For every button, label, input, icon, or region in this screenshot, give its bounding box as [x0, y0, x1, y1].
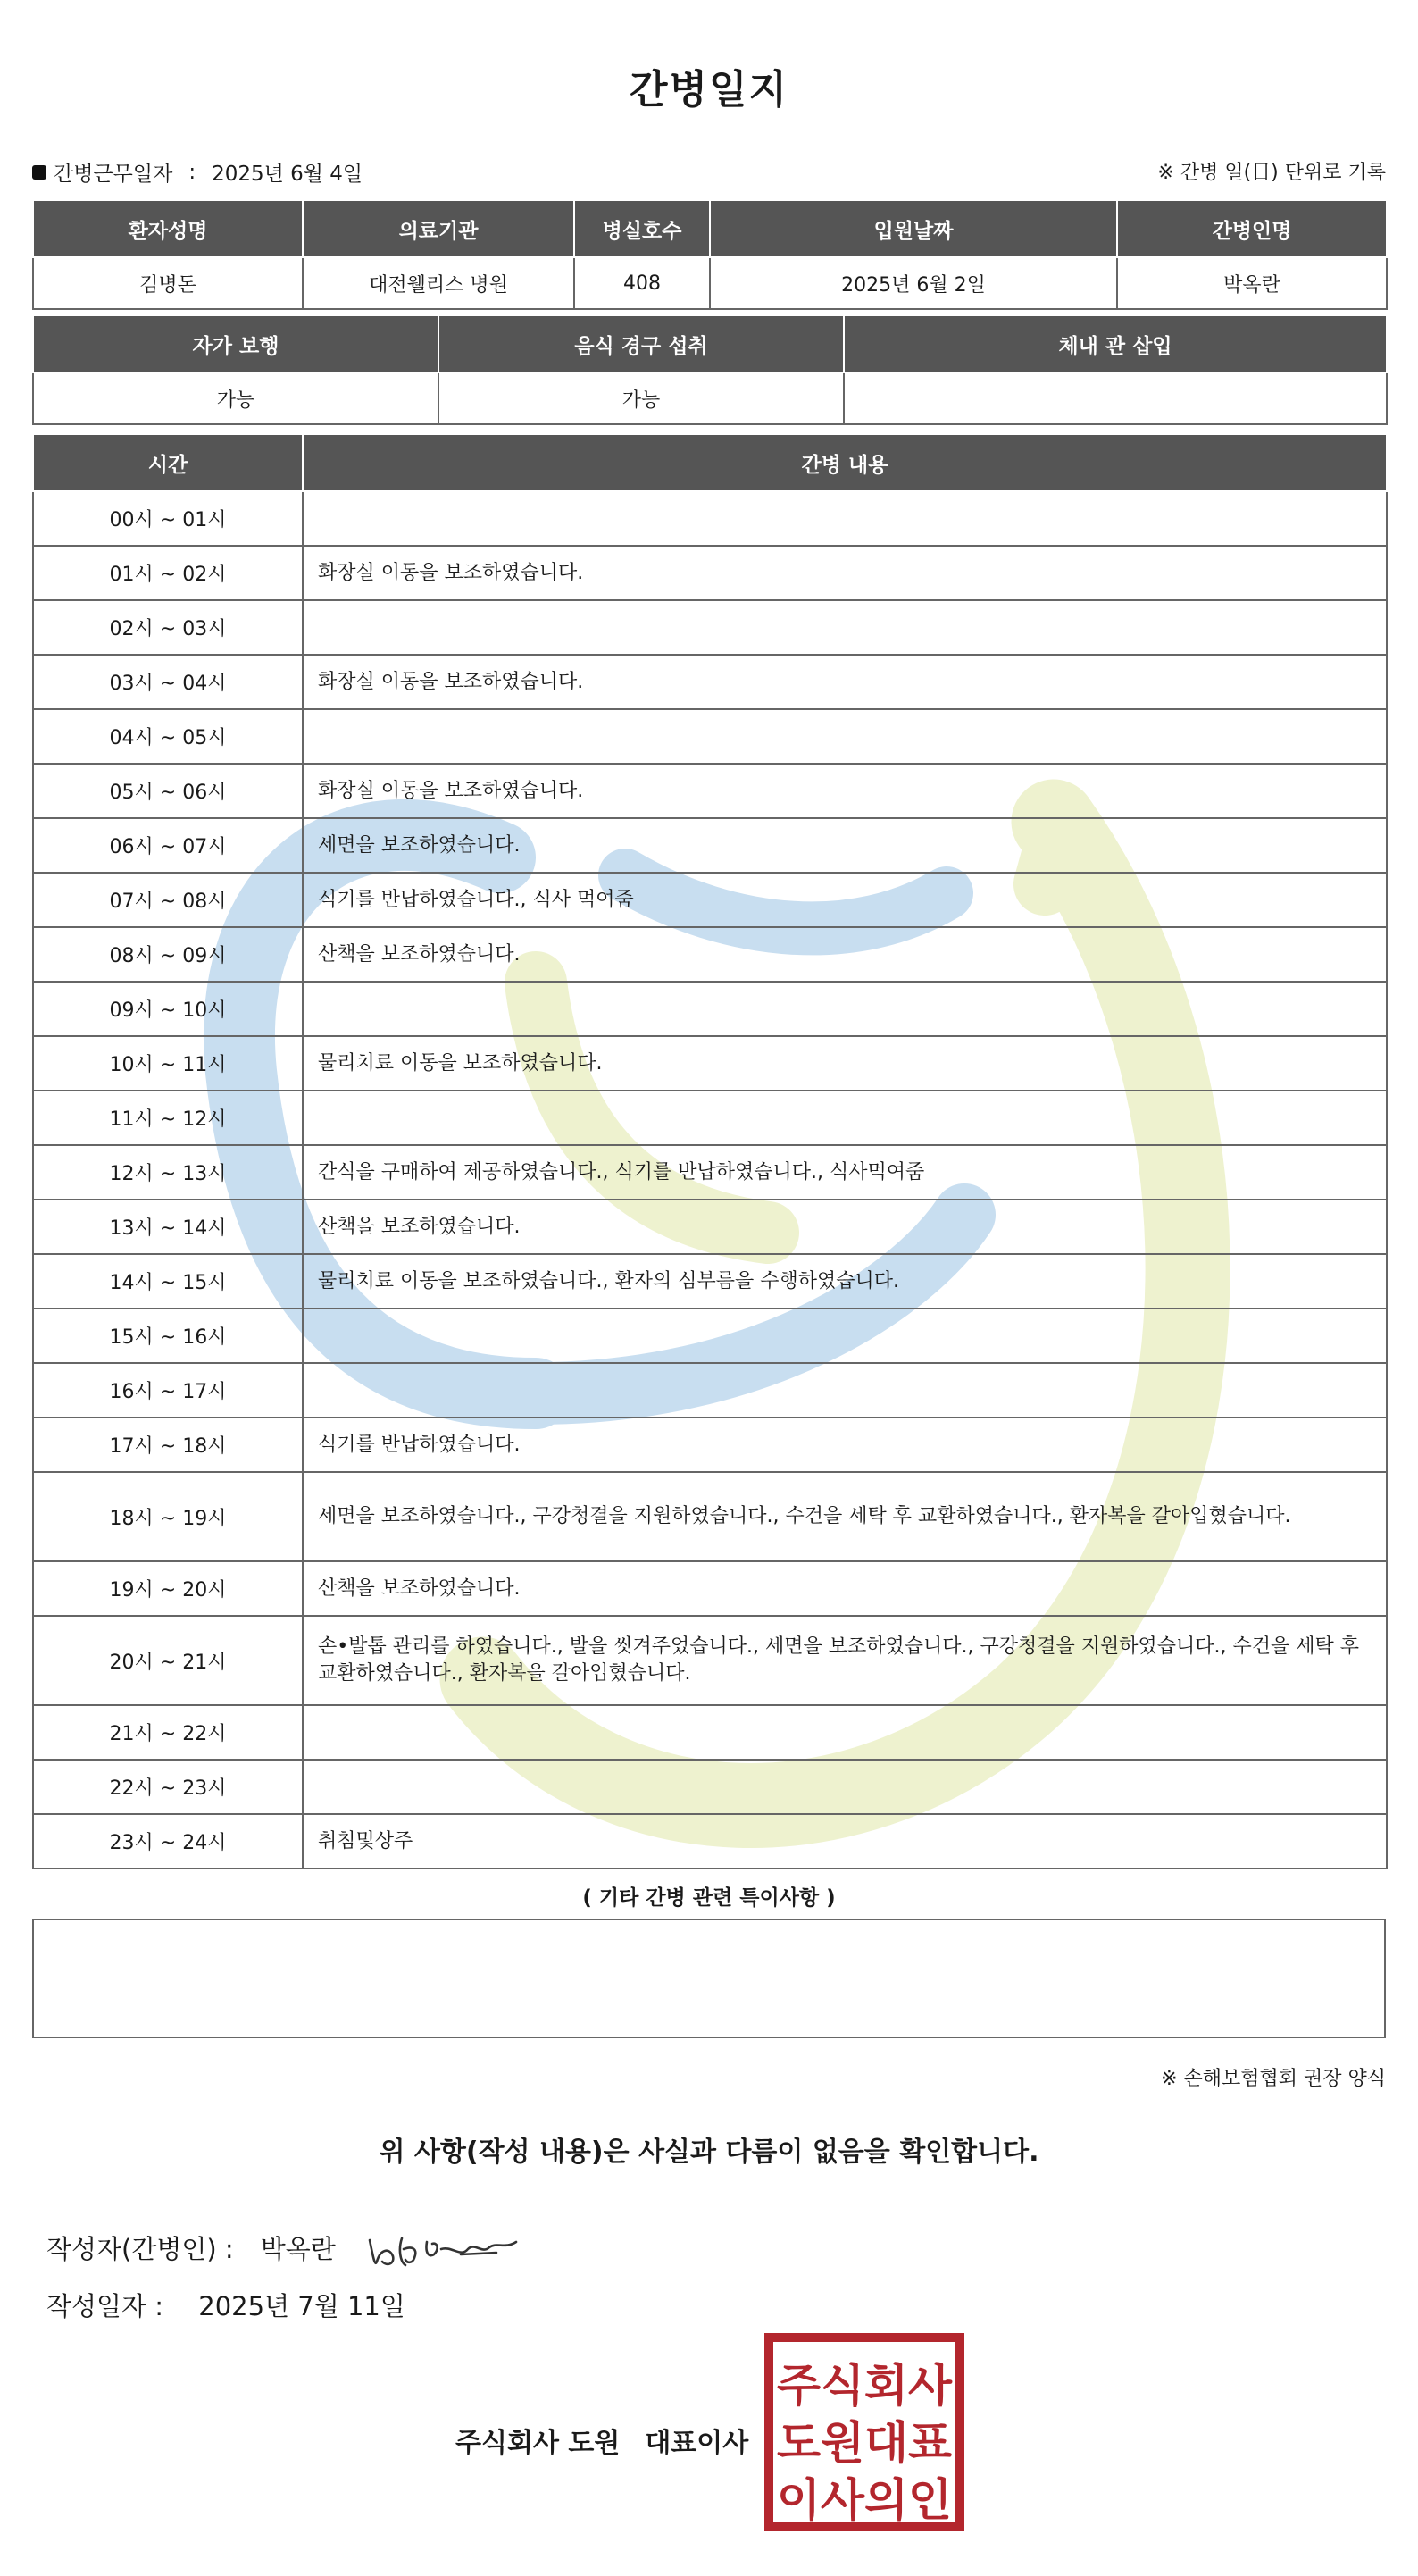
care-log-row [33, 1200, 1387, 1254]
notes-content [34, 1920, 1384, 1942]
care-log-row [33, 655, 1387, 709]
header-admission-date: 입원날짜 [710, 200, 1117, 257]
signature-image [363, 2222, 523, 2272]
patient-status-header-row [33, 315, 1387, 372]
tube-insertion-cell [844, 372, 1387, 424]
care-log-time-cell: 05시 ~ 06시 [33, 764, 303, 818]
care-log-row [33, 600, 1387, 655]
header-self-walking: 자가 보행 [33, 315, 438, 372]
self-walking-cell: 가능 [33, 372, 438, 424]
care-log-content-cell: 화장실 이동을 보조하였습니다. [303, 546, 1387, 600]
company-title: 대표이사 [645, 2428, 749, 2459]
care-log-content-cell [303, 1091, 1387, 1145]
notes-box [32, 1919, 1386, 2038]
care-log-time-cell: 11시 ~ 12시 [33, 1091, 303, 1145]
seal-line-1: 주식회사 [777, 2360, 953, 2412]
seal-line-2: 도원대표 [777, 2417, 953, 2469]
company-seal-stamp [764, 2333, 964, 2531]
care-log-time-cell: 22시 ~ 23시 [33, 1760, 303, 1814]
patient-status-table [32, 314, 1388, 425]
page-title: 간병일지 [629, 67, 788, 113]
care-log-content-cell: 화장실 이동을 보조하였습니다. [303, 655, 1387, 709]
care-log-time-cell: 18시 ~ 19시 [33, 1472, 303, 1561]
care-log-time-cell: 03시 ~ 04시 [33, 655, 303, 709]
care-log-row [33, 873, 1387, 927]
written-date-row [46, 2287, 405, 2323]
admission-date-cell: 2025년 6월 2일 [710, 257, 1117, 309]
care-log-row [33, 546, 1387, 600]
care-log-content-cell [303, 1760, 1387, 1814]
care-log-row [33, 818, 1387, 873]
care-log-row [33, 764, 1387, 818]
care-log-content-cell: 물리치료 이동을 보조하였습니다., 환자의 심부름을 수행하였습니다. [303, 1254, 1387, 1309]
care-log-row [33, 1616, 1387, 1705]
care-log-time-cell: 15시 ~ 16시 [33, 1309, 303, 1363]
room-number-cell: 408 [574, 257, 710, 309]
notes-title: ( 기타 간병 관련 특이사항 ) [582, 1886, 836, 1910]
writer-label: 작성자(간병인) : [46, 2233, 234, 2264]
patient-info-value-row [33, 257, 1387, 309]
seal-line-3: 이사의인 [777, 2474, 952, 2526]
header-tube-insertion: 체내 관 삽입 [844, 315, 1387, 372]
care-log-body [33, 491, 1387, 1869]
care-log-time-cell: 23시 ~ 24시 [33, 1814, 303, 1869]
care-log-time-cell: 01시 ~ 02시 [33, 546, 303, 600]
care-log-row [33, 1760, 1387, 1814]
care-log-time-cell: 14시 ~ 15시 [33, 1254, 303, 1309]
bullet-square-icon [32, 165, 46, 180]
care-log-row [33, 1814, 1387, 1869]
header-patient-name: 환자성명 [33, 200, 303, 257]
care-log-time-cell: 21시 ~ 22시 [33, 1705, 303, 1760]
caregiver-name-cell: 박옥란 [1117, 257, 1387, 309]
care-log-content-cell: 물리치료 이동을 보조하였습니다. [303, 1036, 1387, 1091]
patient-status-value-row [33, 372, 1387, 424]
care-log-row [33, 1309, 1387, 1363]
care-log-content-cell: 식기를 반납하였습니다. [303, 1418, 1387, 1472]
care-log-content-cell: 산책을 보조하였습니다. [303, 1200, 1387, 1254]
care-log-content-cell [303, 982, 1387, 1036]
care-log-row [33, 982, 1387, 1036]
care-log-row [33, 1418, 1387, 1472]
care-log-time-cell: 12시 ~ 13시 [33, 1145, 303, 1200]
care-log-row [33, 1091, 1387, 1145]
work-date-label: 간병근무일자 [54, 163, 173, 186]
care-log-row [33, 1036, 1387, 1091]
care-log-content-cell: 손•발톱 관리를 하였습니다., 발을 씻겨주었습니다., 세면을 보조하였습니다., 구강청결을 지원하였습니다., 수건을 세탁 후 교환하였습니다., 환자복을 갈아입혔습니다. [303, 1616, 1387, 1705]
patient-info-table [32, 199, 1388, 310]
care-log-content-cell: 식기를 반납하였습니다., 식사 먹여줌 [303, 873, 1387, 927]
care-log-time-cell: 17시 ~ 18시 [33, 1418, 303, 1472]
care-log-row [33, 1363, 1387, 1418]
care-log-content-cell [303, 600, 1387, 655]
care-log-row [33, 1254, 1387, 1309]
written-date-label: 작성일자 : [46, 2291, 164, 2321]
work-date-value: 2025년 6월 4일 [212, 163, 363, 186]
header-room-number: 병실호수 [574, 200, 710, 257]
writer-row [46, 2222, 523, 2272]
header-hospital: 의료기관 [303, 200, 574, 257]
care-log-time-cell: 00시 ~ 01시 [33, 491, 303, 546]
header-time: 시간 [33, 434, 303, 491]
work-date-row [32, 157, 363, 187]
care-log-content-cell: 산책을 보조하였습니다. [303, 1561, 1387, 1616]
care-log-content-cell: 세면을 보조하였습니다., 구강청결을 지원하였습니다., 수건을 세탁 후 교환하였습니다., 환자복을 갈아입혔습니다. [303, 1472, 1387, 1561]
care-log-content-cell: 세면을 보조하였습니다. [303, 818, 1387, 873]
care-log-time-cell: 19시 ~ 20시 [33, 1561, 303, 1616]
colon-separator: : [188, 160, 196, 184]
care-log-content-cell [303, 1363, 1387, 1418]
care-log-time-cell: 08시 ~ 09시 [33, 927, 303, 982]
care-log-content-cell: 산책을 보조하였습니다. [303, 927, 1387, 982]
patient-name-cell: 김병돈 [33, 257, 303, 309]
company-name: 주식회사 도원 [455, 2428, 621, 2459]
recommend-note: ※ 손해보험협회 권장 양식 [1161, 2068, 1386, 2090]
unit-note: ※ 간병 일(日) 단위로 기록 [1157, 162, 1386, 184]
care-log-row [33, 927, 1387, 982]
written-date-value: 2025년 7월 11일 [198, 2291, 405, 2321]
care-log-time-cell: 06시 ~ 07시 [33, 818, 303, 873]
care-log-row [33, 491, 1387, 546]
hospital-cell: 대전웰리스 병원 [303, 257, 574, 309]
care-log-row [33, 1705, 1387, 1760]
care-log-time-cell: 04시 ~ 05시 [33, 709, 303, 764]
care-log-row [33, 1472, 1387, 1561]
care-log-row [33, 1145, 1387, 1200]
care-log-content-cell [303, 709, 1387, 764]
care-log-content-cell [303, 1309, 1387, 1363]
care-log-content-cell: 간식을 구매하여 제공하였습니다., 식기를 반납하였습니다., 식사먹여줌 [303, 1145, 1387, 1200]
care-log-time-cell: 16시 ~ 17시 [33, 1363, 303, 1418]
header-oral-intake: 음식 경구 섭취 [438, 315, 844, 372]
care-log-table [32, 433, 1388, 1869]
care-log-row [33, 1561, 1387, 1616]
care-log-content-cell: 화장실 이동을 보조하였습니다. [303, 764, 1387, 818]
writer-name: 박옥란 [260, 2233, 336, 2264]
care-log-content-cell: 취침및상주 [303, 1814, 1387, 1869]
header-caregiver-name: 간병인명 [1117, 200, 1387, 257]
care-log-time-cell: 07시 ~ 08시 [33, 873, 303, 927]
care-log-time-cell: 09시 ~ 10시 [33, 982, 303, 1036]
care-log-time-cell: 13시 ~ 14시 [33, 1200, 303, 1254]
care-log-time-cell: 20시 ~ 21시 [33, 1616, 303, 1705]
care-log-time-cell: 10시 ~ 11시 [33, 1036, 303, 1091]
patient-info-header-row [33, 200, 1387, 257]
oral-intake-cell: 가능 [438, 372, 844, 424]
care-log-time-cell: 02시 ~ 03시 [33, 600, 303, 655]
care-log-content-cell [303, 1705, 1387, 1760]
confirm-statement: 위 사항(작성 내용)은 사실과 다름이 없음을 확인합니다. [379, 2137, 1039, 2168]
header-care-content: 간병 내용 [303, 434, 1387, 491]
company-line [455, 2421, 748, 2460]
care-log-row [33, 709, 1387, 764]
care-log-content-cell [303, 491, 1387, 546]
care-log-header-row [33, 434, 1387, 491]
